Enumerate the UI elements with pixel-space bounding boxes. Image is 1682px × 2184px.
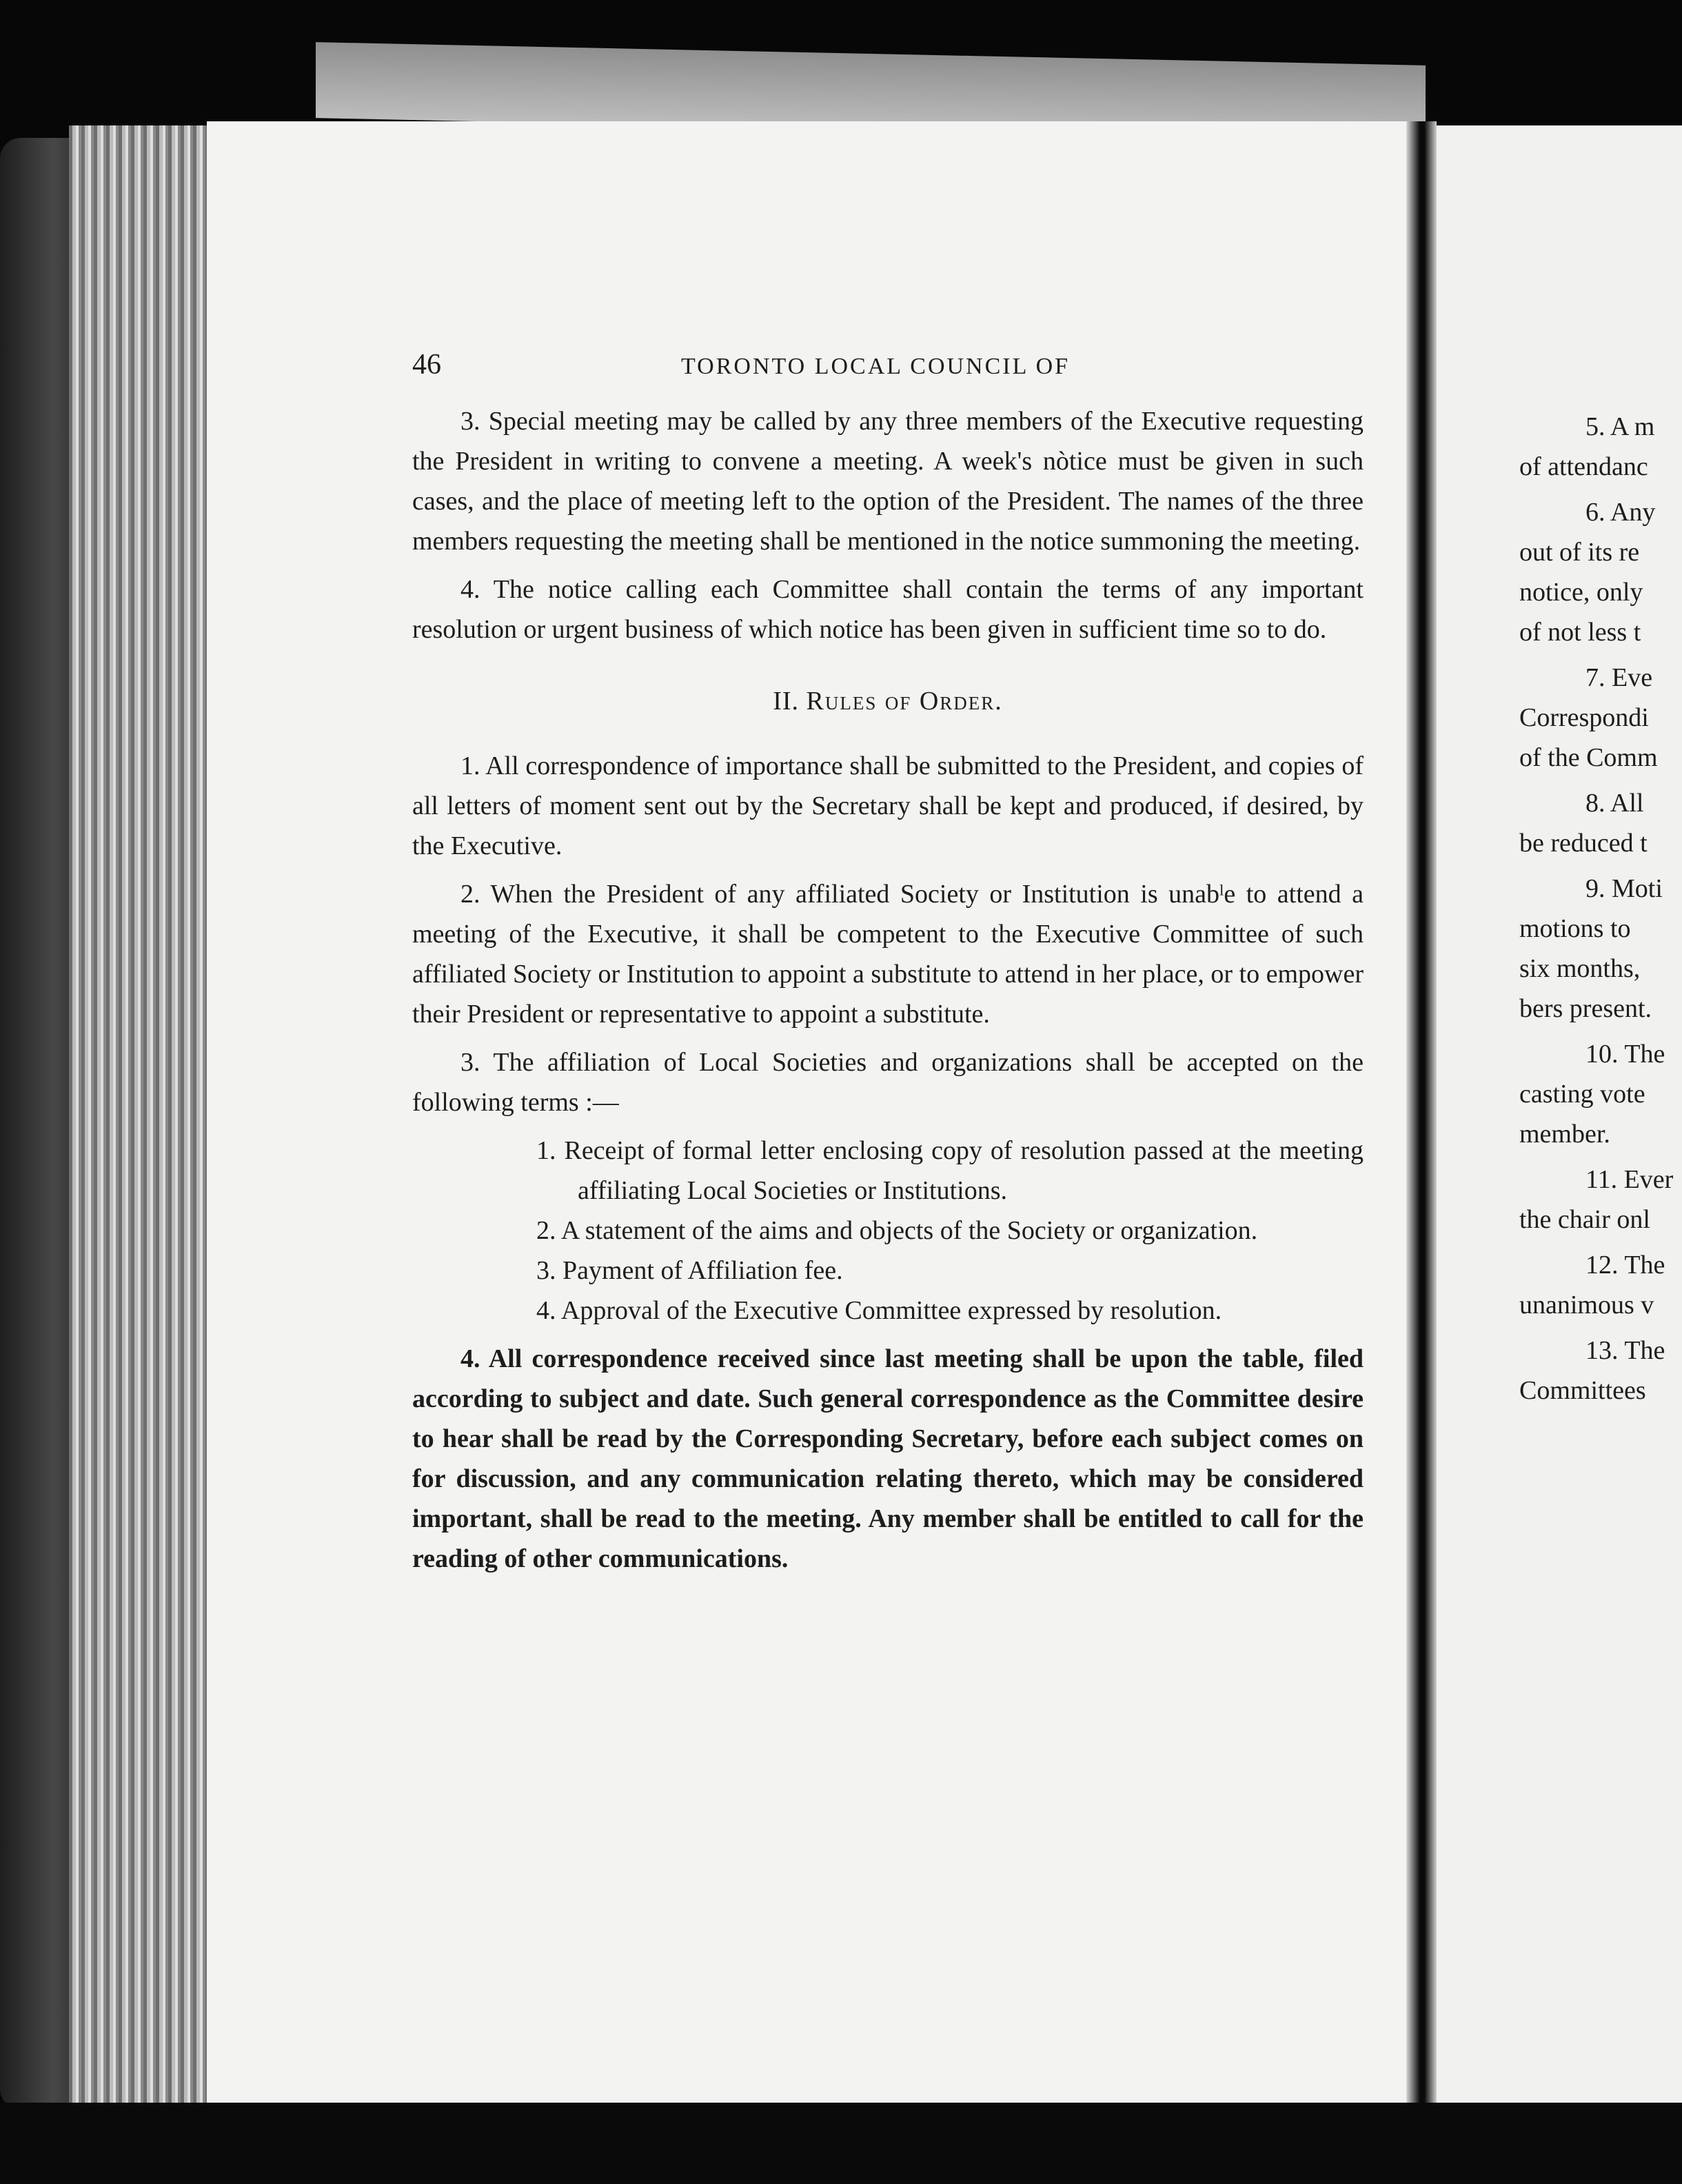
right-line: six months, bbox=[1519, 954, 1641, 983]
right-line: notice, only bbox=[1519, 578, 1643, 607]
rule-2: 2. When the President of any affiliated Society or Institution is unabˡe to attend a meeting of the Executive, it shall be competent to the Executive Committee of such affiliated Society or Institution to appoint a substitute to attend in her place, or to empower their President or representative to appoint a substitute. bbox=[412, 880, 1364, 1029]
rule-1: 1. All correspondence of importance shall be submitted to the President, and copies of all letters of moment sent out by the Secretary shall be kept and produced, if desired, by the Executive. bbox=[412, 751, 1364, 860]
right-line: motions to bbox=[1519, 914, 1631, 943]
right-line: 11. Ever bbox=[1585, 1165, 1674, 1194]
right-line: 6. Any bbox=[1585, 498, 1656, 527]
right-line: Committees bbox=[1519, 1376, 1646, 1405]
right-line: member. bbox=[1519, 1120, 1610, 1149]
affiliation-term: 3. Payment of Affiliation fee. bbox=[536, 1256, 843, 1285]
right-line: casting vote bbox=[1519, 1080, 1645, 1109]
right-line: 7. Eve bbox=[1585, 663, 1653, 692]
paragraph-special-meeting: 3. Special meeting may be called by any three members of the Executive requesting the President in writing to convene a meeting. A week's nòtice must be given in such cases, and the place of meeting left to the option of the President. The names of the three members requesting the meeting shall be mentioned in the notice summoning the meeting. bbox=[412, 407, 1364, 556]
section-number: II. bbox=[773, 687, 799, 716]
right-line: unanimous v bbox=[1519, 1291, 1654, 1320]
right-line: of the Comm bbox=[1519, 743, 1658, 772]
right-line: bers present. bbox=[1519, 994, 1652, 1023]
right-line: of not less t bbox=[1519, 618, 1641, 647]
bottom-shadow bbox=[0, 2103, 1682, 2184]
right-line: 13. The bbox=[1585, 1336, 1665, 1365]
page-stack-edge bbox=[69, 125, 217, 2111]
paragraph-committee-notice: 4. The notice calling each Committee shall contain the terms of any important resolution or urgent business of which notice has been given in sufficient time so to do. bbox=[412, 575, 1364, 644]
book-gutter bbox=[1406, 121, 1437, 2115]
page-header bbox=[412, 345, 1364, 393]
section-heading bbox=[412, 681, 1364, 721]
rule-3: 3. The affiliation of Local Societies and organizations shall be accepted on the following terms :— bbox=[412, 1048, 1364, 1117]
right-line: 10. The bbox=[1585, 1040, 1665, 1069]
affiliation-terms-list bbox=[412, 1131, 1364, 1331]
running-title: TORONTO LOCAL COUNCIL OF bbox=[681, 354, 1071, 379]
right-line: the chair onl bbox=[1519, 1205, 1650, 1234]
section-title: Rules of Order. bbox=[806, 687, 1003, 716]
affiliation-term: 2. A statement of the aims and objects of the Society or organization. bbox=[536, 1216, 1258, 1245]
page-number: 46 bbox=[412, 349, 441, 381]
right-line: out of its re bbox=[1519, 538, 1640, 567]
right-line: 8. All bbox=[1585, 789, 1644, 818]
affiliation-term: 1. Receipt of formal letter enclosing copy of resolution passed at the meeting affiliating Local Societies or Institutions. bbox=[536, 1136, 1364, 1205]
right-line: be reduced t bbox=[1519, 829, 1648, 858]
right-line: of attendanc bbox=[1519, 452, 1648, 481]
affiliation-term: 4. Approval of the Executive Committee expressed by resolution. bbox=[536, 1296, 1222, 1325]
left-page-text bbox=[412, 345, 1364, 1587]
right-line: 9. Moti bbox=[1585, 874, 1663, 903]
right-line: Correspondi bbox=[1519, 703, 1649, 732]
right-line: 12. The bbox=[1585, 1251, 1665, 1280]
right-line: 5. A m bbox=[1585, 412, 1655, 441]
rule-4: 4. All correspondence received since last meeting shall be upon the table, filed according to subject and date. Such general correspondence as the Committee desire to hear shall be read by the Corresponding Secretary, before each subject comes on for discussion, and any communication relating thereto, which may be considered important, shall be read to the meeting. Any member shall be entitled to call for the reading of other communications. bbox=[412, 1344, 1364, 1573]
